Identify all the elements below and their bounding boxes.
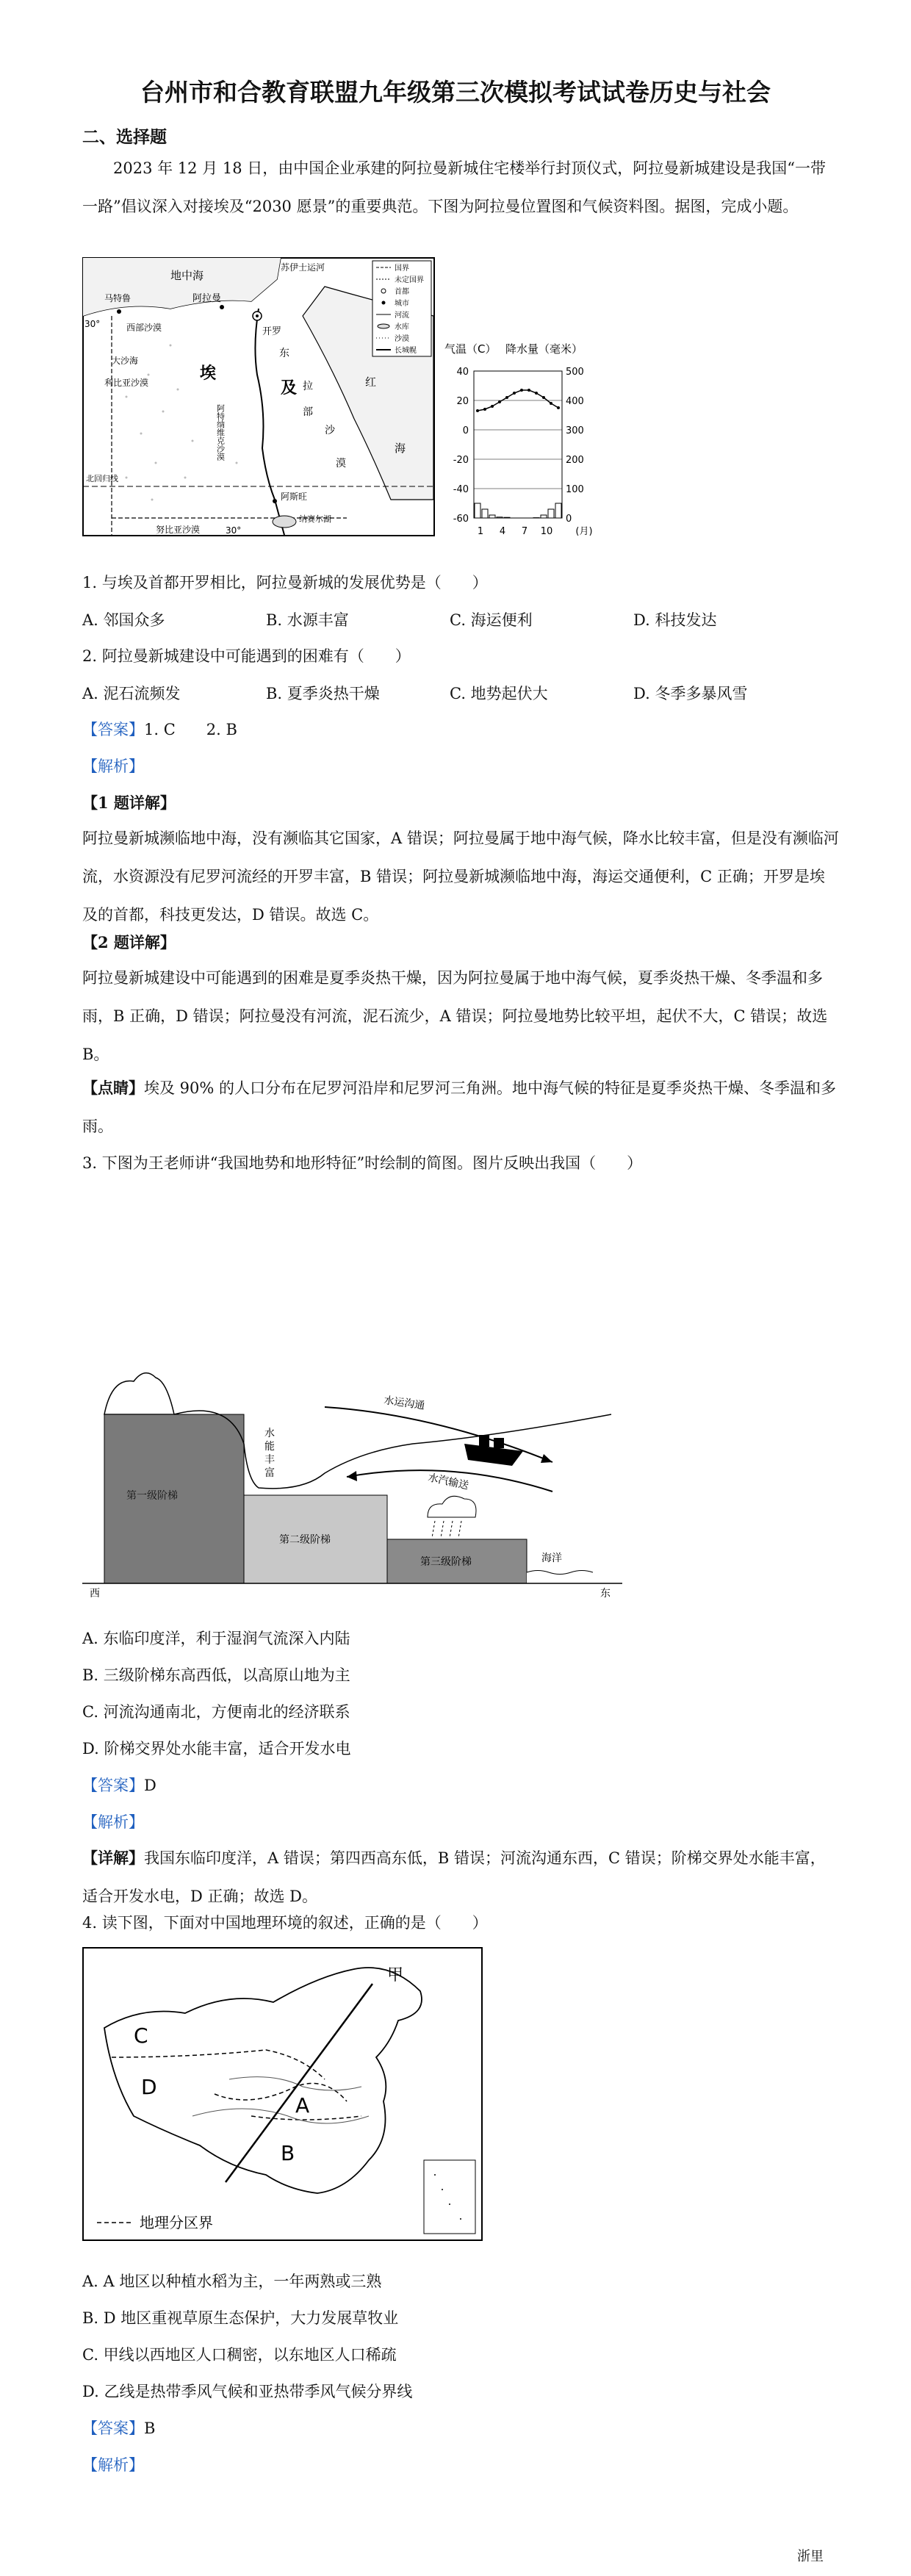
legend-boundary: 地理分区界 [140,2214,213,2231]
detail-1-tag: 【1 题详解】 [82,794,176,812]
q4-stem: 4. 读下图，下面对中国地理环境的叙述，正确的是（ ） [82,1914,488,1932]
detail-1: 阿拉曼新城濒临地中海，没有濒临其它国家，A 错误；阿拉曼属于地中海气候，降水比较丰富，但是没有濒临河流，水资源没有尼罗河流经的开罗丰富，B 错误；阿拉曼新城濒临地中海，海运交通便利，C 正确；开罗是埃及的首都，科技更发达，D 错误。故选 C。 [82,830,839,924]
climate-title-left: 气温（C） [444,342,497,356]
water-1: 水 [264,1428,275,1439]
yr-tick-3: 200 [566,455,584,466]
legend-0: 国界 [395,265,409,273]
q1-option-c[interactable]: C. 海运便利 [450,611,533,629]
analysis-3-tag: 【解析】 [82,1813,144,1831]
label-tropic: 北回归线 [86,474,118,483]
water-3: 丰 [264,1454,275,1466]
detail-3-tag: 【详解】 [82,1849,144,1867]
label-libya-desert: 利比亚沙漠 [104,378,149,388]
q4-option-b[interactable]: B. D 地区重视草原生态保护，大力发展草牧业 [82,2309,399,2327]
q1-option-a[interactable]: A. 邻国众多 [82,611,165,629]
yl-tick-2: 0 [462,425,469,436]
footer-mark: 浙里 [797,2549,824,2564]
q1-option-d[interactable]: D. 科技发达 [633,611,717,629]
legend-2: 首都 [395,288,409,296]
temperature-point-2 [483,408,486,411]
label-east: 东 [279,348,289,359]
temperature-point-12 [557,406,560,409]
label-a: A [295,2093,310,2118]
detail-2: 阿拉曼新城建设中可能遇到的困难是夏季炎热干燥，因为阿拉曼属于地中海气候，夏季炎热干燥、冬季温和多雨，B 正确，D 错误；阿拉曼没有河流，泥石流少，A 错误；阿拉曼地势比较平坦，起伏不大，C 错误；故选 B。 [82,969,828,1063]
q1-option-b[interactable]: B. 水源丰富 [266,611,349,629]
label-nubia: 努比亚沙漠 [156,525,201,535]
q2-option-c[interactable]: C. 地势起伏大 [450,685,548,702]
precip-bar-3 [489,515,495,518]
yr-tick-2: 300 [566,425,584,436]
water-4: 富 [264,1467,275,1479]
temperature-point-4 [498,400,501,403]
q3-option-a[interactable]: A. 东临印度洋，利于湿润气流深入内陆 [82,1630,350,1647]
precip-bar-11 [548,509,554,518]
x-tick-3: 10 [540,526,553,536]
tip-tag: 【点睛】 [82,1079,144,1097]
ocean-area [527,1572,622,1583]
answer-text: 1. C 2. B [144,721,237,738]
yr-tick-0: 500 [566,367,584,378]
label-d: D [141,2075,157,2099]
answer-4-text: B [144,2420,156,2437]
legend-6: 沙漠 [395,335,409,343]
q4-option-a[interactable]: A. A 地区以种植水稻为主，一年两熟或三熟 [82,2273,382,2290]
yr-tick-1: 400 [566,396,584,407]
label-matrouh: 马特鲁 [104,293,132,303]
q4-option-c[interactable]: C. 甲线以西地区人口稠密，以东地区人口稀疏 [82,2346,397,2364]
analysis-tag: 【解析】 [82,758,144,775]
shipping-label: 水运沟通 [383,1395,426,1412]
q3-option-b[interactable]: B. 三级阶梯东高西低，以高原山地为主 [82,1666,350,1684]
mountain-peak [104,1373,174,1414]
answer-tag: 【答案】 [82,721,144,738]
label-bo: 部 [303,406,313,418]
step-2-label: 第二级阶梯 [279,1534,331,1546]
precip-bar-12 [555,503,561,518]
climate-frame [474,371,562,518]
step-1-label: 第一级阶梯 [126,1490,178,1502]
label-vertical-desert: 阿特纳维克沙漠 [215,404,226,461]
temperature-point-7 [520,389,523,392]
answer-3-text: D [144,1777,156,1794]
detail-2-tag: 【2 题详解】 [82,933,176,951]
temperature-point-11 [550,402,552,405]
x-tick-0: 1 [477,526,484,536]
label-b: B [281,2141,295,2165]
label-alamein: 阿拉曼 [192,293,222,304]
legend-4: 河流 [395,312,409,320]
climate-title-right: 降水量（毫米） [505,342,583,356]
label-nasser: 纳赛尔湖 [299,514,331,524]
section-heading: 二、选择题 [82,127,167,147]
precip-bar-5 [504,517,510,518]
label-lat30: 30° [84,319,101,329]
label-red-2: 海 [395,442,406,455]
yl-tick-1: 20 [456,396,469,407]
label-lon30: 30° [226,525,242,536]
label-country-1: 埃 [200,364,217,383]
page-title: 台州市和合教育联盟九年级第三次模拟考试试卷历史与社会 [140,78,771,107]
cloud-icon [428,1496,476,1517]
west-label: 西 [90,1588,100,1598]
temperature-point-1 [476,409,479,412]
q4-option-d[interactable]: D. 乙线是热带季风气候和亚热带季风气候分界线 [82,2383,413,2400]
q1-stem: 1. 与埃及首都开罗相比，阿拉曼新城的发展优势是（ ） [82,574,488,591]
label-west-desert: 西部沙漠 [126,323,162,333]
china-map [82,1947,483,2241]
legend-7: 长城幌 [395,347,417,355]
vapor-label: 水汽输送 [427,1472,470,1492]
label-sha: 沙 [325,425,335,436]
label-big-sand: 大沙海 [112,356,139,366]
precip-bar-10 [541,515,547,518]
x-unit: (月) [575,526,593,536]
temperature-point-9 [535,392,538,395]
label-aswan: 阿斯旺 [281,492,308,502]
tip-text: 埃及 90% 的人口分布在尼罗河沿岸和尼罗河三角洲。地中海气候的特征是夏季炎热干燥、冬季温和多雨。 [82,1079,837,1135]
ocean-label: 海洋 [541,1553,562,1564]
x-tick-2: 7 [521,526,528,536]
egypt-map [82,257,435,536]
answer-3-tag: 【答案】 [82,1777,144,1794]
temperature-point-5 [505,396,508,399]
precip-bar-4 [497,517,503,518]
south-sea-inset [424,2160,475,2234]
answer-4-tag: 【答案】 [82,2420,144,2437]
label-red-1: 红 [365,375,377,389]
climate-chart [441,334,610,536]
detail-3 [82,1839,839,1915]
intro-paragraph: 2023 年 12 月 18 日，由中国企业承建的阿拉曼新城住宅楼举行封顶仪式，阿拉曼新城建设是我国“一带一路”倡议深入对接埃及“2030 愿景”的重要典范。下图为阿拉曼位置图和气候资料图。据图，完成小题。 [82,159,826,215]
temperature-point-6 [513,392,516,395]
precip-bar-2 [482,509,488,518]
legend-3: 城市 [395,300,409,308]
precip-bar-1 [475,503,480,518]
q3-option-c[interactable]: C. 河流沟通南北，方便南北的经济联系 [82,1703,350,1721]
matrouh-icon [117,309,121,314]
tip [82,1069,839,1145]
answer-4 [82,2417,155,2439]
q2-option-a[interactable]: A. 泥石流频发 [82,685,181,702]
temperature-point-3 [491,405,494,408]
detail-3-text: 我国东临印度洋，A 错误；第四西高东低，B 错误；河流沟通东西，C 错误；阶梯交界处水能丰富，适合开发水电，D 正确；故选 D。 [82,1849,826,1905]
answer-3 [82,1774,156,1796]
yl-tick-5: -60 [453,514,469,525]
east-label: 东 [600,1588,611,1598]
aswan-icon [273,499,277,503]
answer-12 [82,719,237,741]
q3-stem: 3. 下图为王老师讲“我国地势和地形特征”时绘制的简图。图片反映出我国（ ） [82,1154,643,1172]
q3-option-d[interactable]: D. 阶梯交界处水能丰富，适合开发水电 [82,1740,351,1757]
yl-tick-0: 40 [456,367,469,378]
label-la: 拉 [303,381,313,392]
alamein-icon [220,305,224,309]
yl-tick-4: -40 [453,484,469,495]
label-cairo: 开罗 [262,326,282,337]
nasser-lake [273,516,296,528]
step-3-label: 第三级阶梯 [420,1556,472,1568]
x-tick-1: 4 [499,526,506,536]
yr-tick-4: 100 [566,484,584,495]
temperature-point-10 [542,396,545,399]
terrain-diagram [82,1363,626,1598]
label-canal: 苏伊士运河 [281,262,325,273]
yl-tick-3: -20 [453,455,469,466]
q2-option-d[interactable]: D. 冬季多暴风雪 [633,685,748,702]
label-jia: 甲 [387,1966,404,1985]
label-c: C [134,2023,148,2048]
q2-option-b[interactable]: B. 夏季炎热干燥 [266,685,380,702]
water-2: 能 [264,1441,275,1453]
yr-tick-5: 0 [566,514,572,525]
label-sea: 地中海 [170,269,204,282]
q2-stem: 2. 阿拉曼新城建设中可能遇到的困难有（ ） [82,647,411,665]
legend-1: 未定国界 [395,276,424,284]
legend-5: 水库 [395,323,409,331]
analysis-4-tag: 【解析】 [82,2456,144,2474]
temperature-point-8 [527,389,530,392]
label-mo: 漠 [336,458,346,469]
label-country-2: 及 [281,379,298,397]
